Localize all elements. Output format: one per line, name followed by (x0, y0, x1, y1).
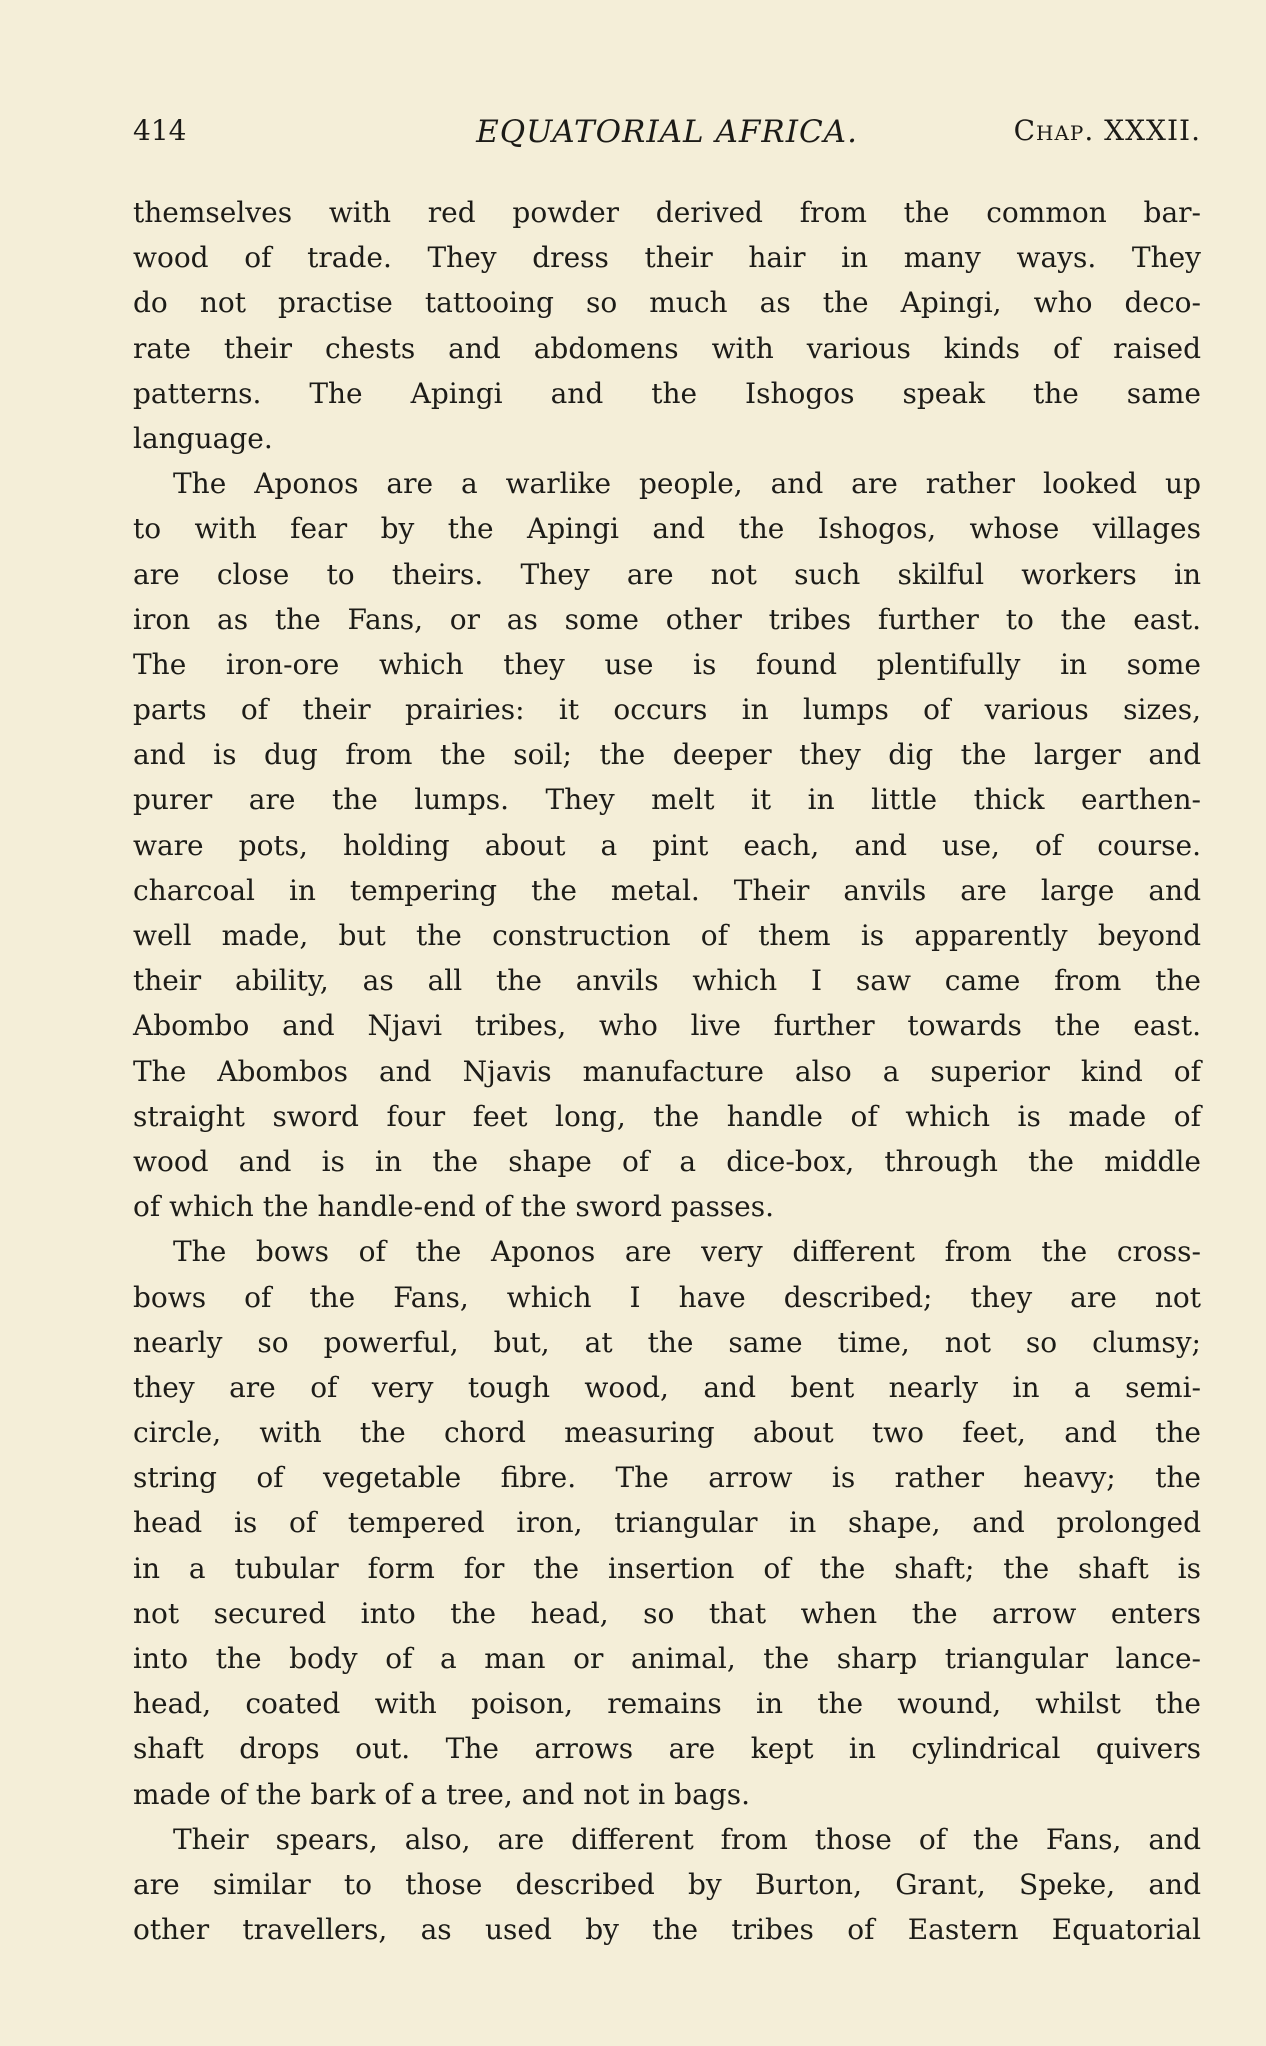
text-line: well made, but the construction of them is apparently beyond (133, 919, 1201, 952)
text-line: head, coated with poison, remains in the wound, whilst the (133, 1687, 1201, 1721)
text-line: in a tubular form for the insertion of the shaft; the shaft is (133, 1551, 1201, 1585)
text-line: are similar to those described by Burton, Grant, Speke, and (133, 1867, 1201, 1901)
text-line: wood of trade. They dress their hair in many ways. They (133, 241, 1201, 275)
text-line: Abombo and Njavi tribes, who live further towards the east. (133, 1009, 1201, 1043)
text-line: iron as the Fans, or as some other tribes further to the east. (133, 602, 1201, 636)
text-line: The Abombos and Njavis manufacture also a superior kind of (133, 1054, 1201, 1088)
text-line: bows of the Fans, which I have described; they are not (133, 1280, 1201, 1314)
text-line: are close to theirs. They are not such skilful workers in (133, 557, 1201, 591)
text-line: head is of tempered iron, triangular in shape, and prolonged (133, 1506, 1201, 1540)
text-line: into the body of a man or animal, the sharp triangular lance- (133, 1642, 1201, 1675)
text-line: language. (133, 421, 273, 455)
paragraph-start-line: The bows of the Aponos are very different from the cross- (173, 1235, 1201, 1269)
text-line: straight sword four feet long, the handle of which is made of (133, 1099, 1201, 1133)
text-line: and is dug from the soil; the deeper they dig the larger and (133, 738, 1201, 772)
text-line: patterns. The Apingi and the Ishogos speak the same (133, 376, 1201, 410)
text-line: do not practise tattooing so much as the Apingi, who deco- (133, 286, 1201, 320)
text-line: shaft drops out. The arrows are kept in cylindrical quivers (133, 1732, 1201, 1766)
text-line: to with fear by the Apingi and the Ishogos, whose villages (133, 512, 1201, 546)
chapter-number: XXXII. (1104, 114, 1201, 147)
text-line: of which the handle-end of the sword passes. (133, 1190, 775, 1224)
text-line: parts of their prairies: it occurs in lumps of various sizes, (133, 693, 1201, 727)
text-line: themselves with red powder derived from the common bar- (133, 196, 1201, 229)
paragraph-start-line: The Aponos are a warlike people, and are rather looked up (173, 467, 1201, 501)
text-line: nearly so powerful, but, at the same time, not so clumsy; (133, 1325, 1201, 1359)
text-line: The iron-ore which they use is found plentifully in some (133, 647, 1201, 681)
paragraph-start-line: Their spears, also, are different from those of the Fans, and (173, 1822, 1201, 1856)
chapter-prefix: Chap. (1013, 114, 1095, 147)
text-line: ware pots, holding about a pint each, and use, of course. (133, 828, 1201, 862)
text-line: not secured into the head, so that when the arrow enters (133, 1596, 1201, 1630)
text-line: made of the bark of a tree, and not in bags. (133, 1777, 750, 1811)
text-line: their ability, as all the anvils which I saw came from the (133, 964, 1201, 998)
text-line: charcoal in tempering the metal. Their anvils are large and (133, 873, 1201, 907)
text-line: circle, with the chord measuring about two feet, and the (133, 1416, 1201, 1450)
chapter-heading (1014, 114, 1201, 147)
page-number: 414 (133, 114, 187, 147)
text-line: they are of very tough wood, and bent nearly in a semi- (133, 1370, 1201, 1404)
text-line: string of vegetable fibre. The arrow is rather heavy; the (133, 1461, 1201, 1495)
text-line: rate their chests and abdomens with various kinds of raised (133, 331, 1201, 365)
text-line: wood and is in the shape of a dice-box, through the middle (133, 1144, 1201, 1178)
running-title: EQUATORIAL AFRICA. (476, 114, 858, 150)
text-line: other travellers, as used by the tribes of Eastern Equatorial (133, 1913, 1201, 1947)
body-text (133, 190, 1201, 1952)
text-line: purer are the lumps. They melt it in little thick earthen- (133, 783, 1201, 817)
page-header (133, 114, 1201, 164)
